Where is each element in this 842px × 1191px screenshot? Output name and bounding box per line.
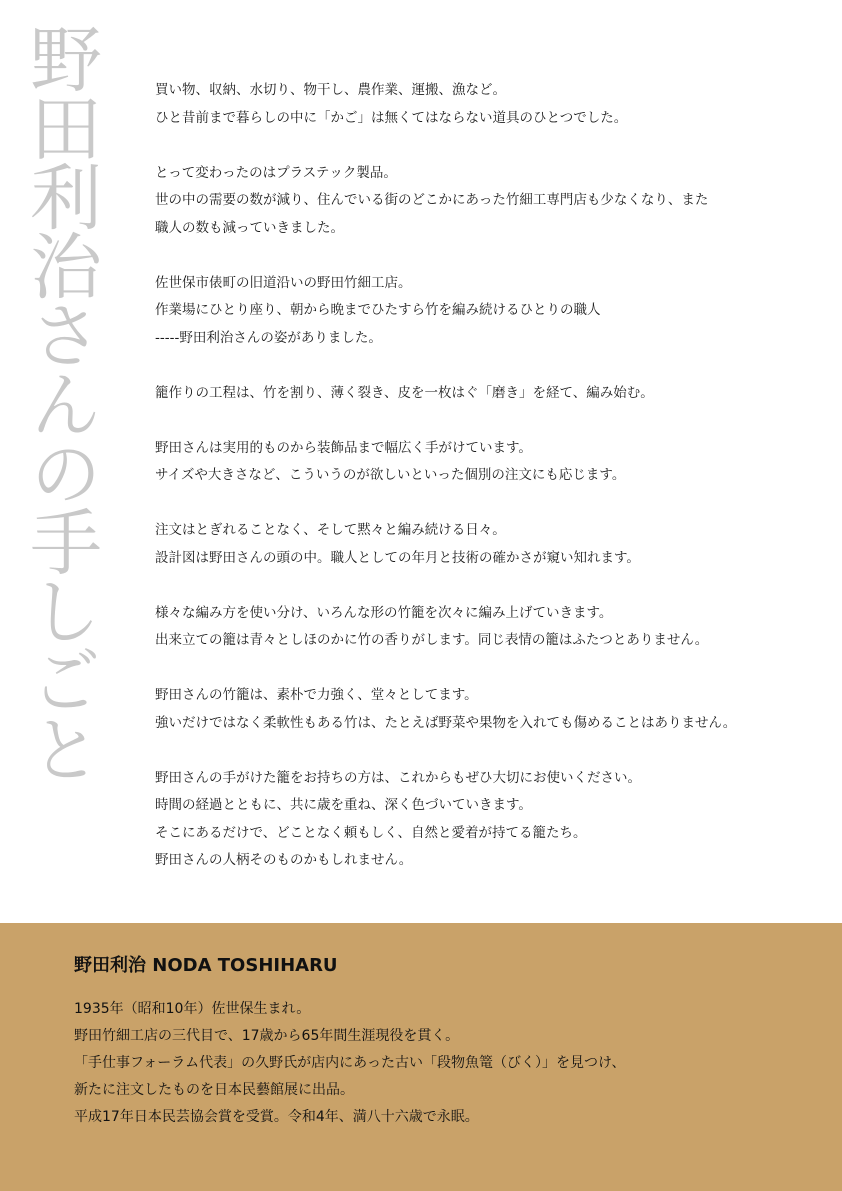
body-line: サイズや大きさなど、こういうのが欲しいといった個別の注文にも応じます。 xyxy=(155,467,626,483)
body-line: 時間の経過とともに、共に歳を重ね、深く色づいていきます。 xyxy=(155,797,532,813)
body-line: 籠作りの工程は、竹を割り、薄く裂き、皮を一枚はぐ「磨き」を経て、編み始む。 xyxy=(155,384,654,401)
paragraph xyxy=(155,765,815,875)
paragraph xyxy=(155,270,815,353)
profile-line: 新たに注文したものを日本民藝館展に出品。 xyxy=(74,1082,354,1098)
body-line: 世の中の需要の数が減り、住んでいる街のどこかにあった竹細工専門店も少なくなり、また xyxy=(155,192,709,208)
paragraph xyxy=(155,77,815,132)
body-line: -----野田利治さんの姿がありました。 xyxy=(155,329,382,346)
body-line: 野田さんの竹籠は、素朴で力強く、堂々としてます。 xyxy=(155,687,478,703)
profile-line: 野田竹細工店の三代目で、17歳から65年間生涯現役を貫く。 xyxy=(74,1028,460,1044)
profile-line: 「手仕事フォーラム代表」の久野氏が店内にあった古い「段物魚篭（びく）」を見つけ、 xyxy=(74,1055,626,1071)
body-line: 佐世保市俵町の旧道沿いの野田竹細工店。 xyxy=(155,274,412,291)
body-line: とって変わったのはプラステック製品。 xyxy=(155,164,397,181)
paragraph xyxy=(155,380,815,408)
body-line: 野田さんの手がけた籠をお持ちの方は、これからもぜひ大切にお使いください。 xyxy=(155,769,641,786)
profile-line: 平成17年日本民芸協会賞を受賞。令和4年、満八十六歳で永眠。 xyxy=(74,1109,479,1125)
body-line: 設計図は野田さんの頭の中。職人としての年月と技術の確かさが窺い知れます。 xyxy=(155,549,640,566)
vertical-title: 野田利治さんの手しごと xyxy=(18,22,102,781)
paragraph xyxy=(155,517,815,572)
paragraph xyxy=(155,435,815,490)
body-line: 作業場にひとり座り、朝から晩までひたすら竹を編み続けるひとりの職人 xyxy=(155,302,601,318)
paragraph xyxy=(155,682,815,737)
body-text xyxy=(155,77,815,902)
body-line: 注文はとぎれることなく、そして黙々と編み続ける日々。 xyxy=(155,522,506,538)
body-line: 強いだけではなく柔軟性もある竹は、たとえば野菜や果物を入れても傷めることはありません。 xyxy=(155,714,737,731)
body-line: 職人の数も減っていきました。 xyxy=(155,219,344,236)
body-line: そこにあるだけで、どことなく頼もしく、自然と愛着が持てる籠たち。 xyxy=(155,824,587,841)
body-line: 様々な編み方を使い分け、いろんな形の竹籠を次々に編み上げていきます。 xyxy=(155,604,613,621)
profile-heading: 野田利治 NODA TOSHIHARU xyxy=(74,955,338,976)
body-line: ひと昔前まで暮らしの中に「かご」は無くてはならない道具のひとつでした。 xyxy=(155,109,628,126)
profile-line: 1935年（昭和10年）佐世保生まれ。 xyxy=(74,1001,311,1017)
paragraph xyxy=(155,600,815,655)
profile-text xyxy=(74,996,814,1131)
body-line: 買い物、収納、水切り、物干し、農作業、運搬、漁など。 xyxy=(155,82,506,98)
body-line: 出来立ての籠は青々としほのかに竹の香りがします。同じ表情の籠はふたつとありません。 xyxy=(155,632,709,648)
body-line: 野田さんは実用的ものから装飾品まで幅広く手がけています。 xyxy=(155,439,532,456)
paragraph xyxy=(155,160,815,243)
body-line: 野田さんの人柄そのものかもしれません。 xyxy=(155,852,413,868)
